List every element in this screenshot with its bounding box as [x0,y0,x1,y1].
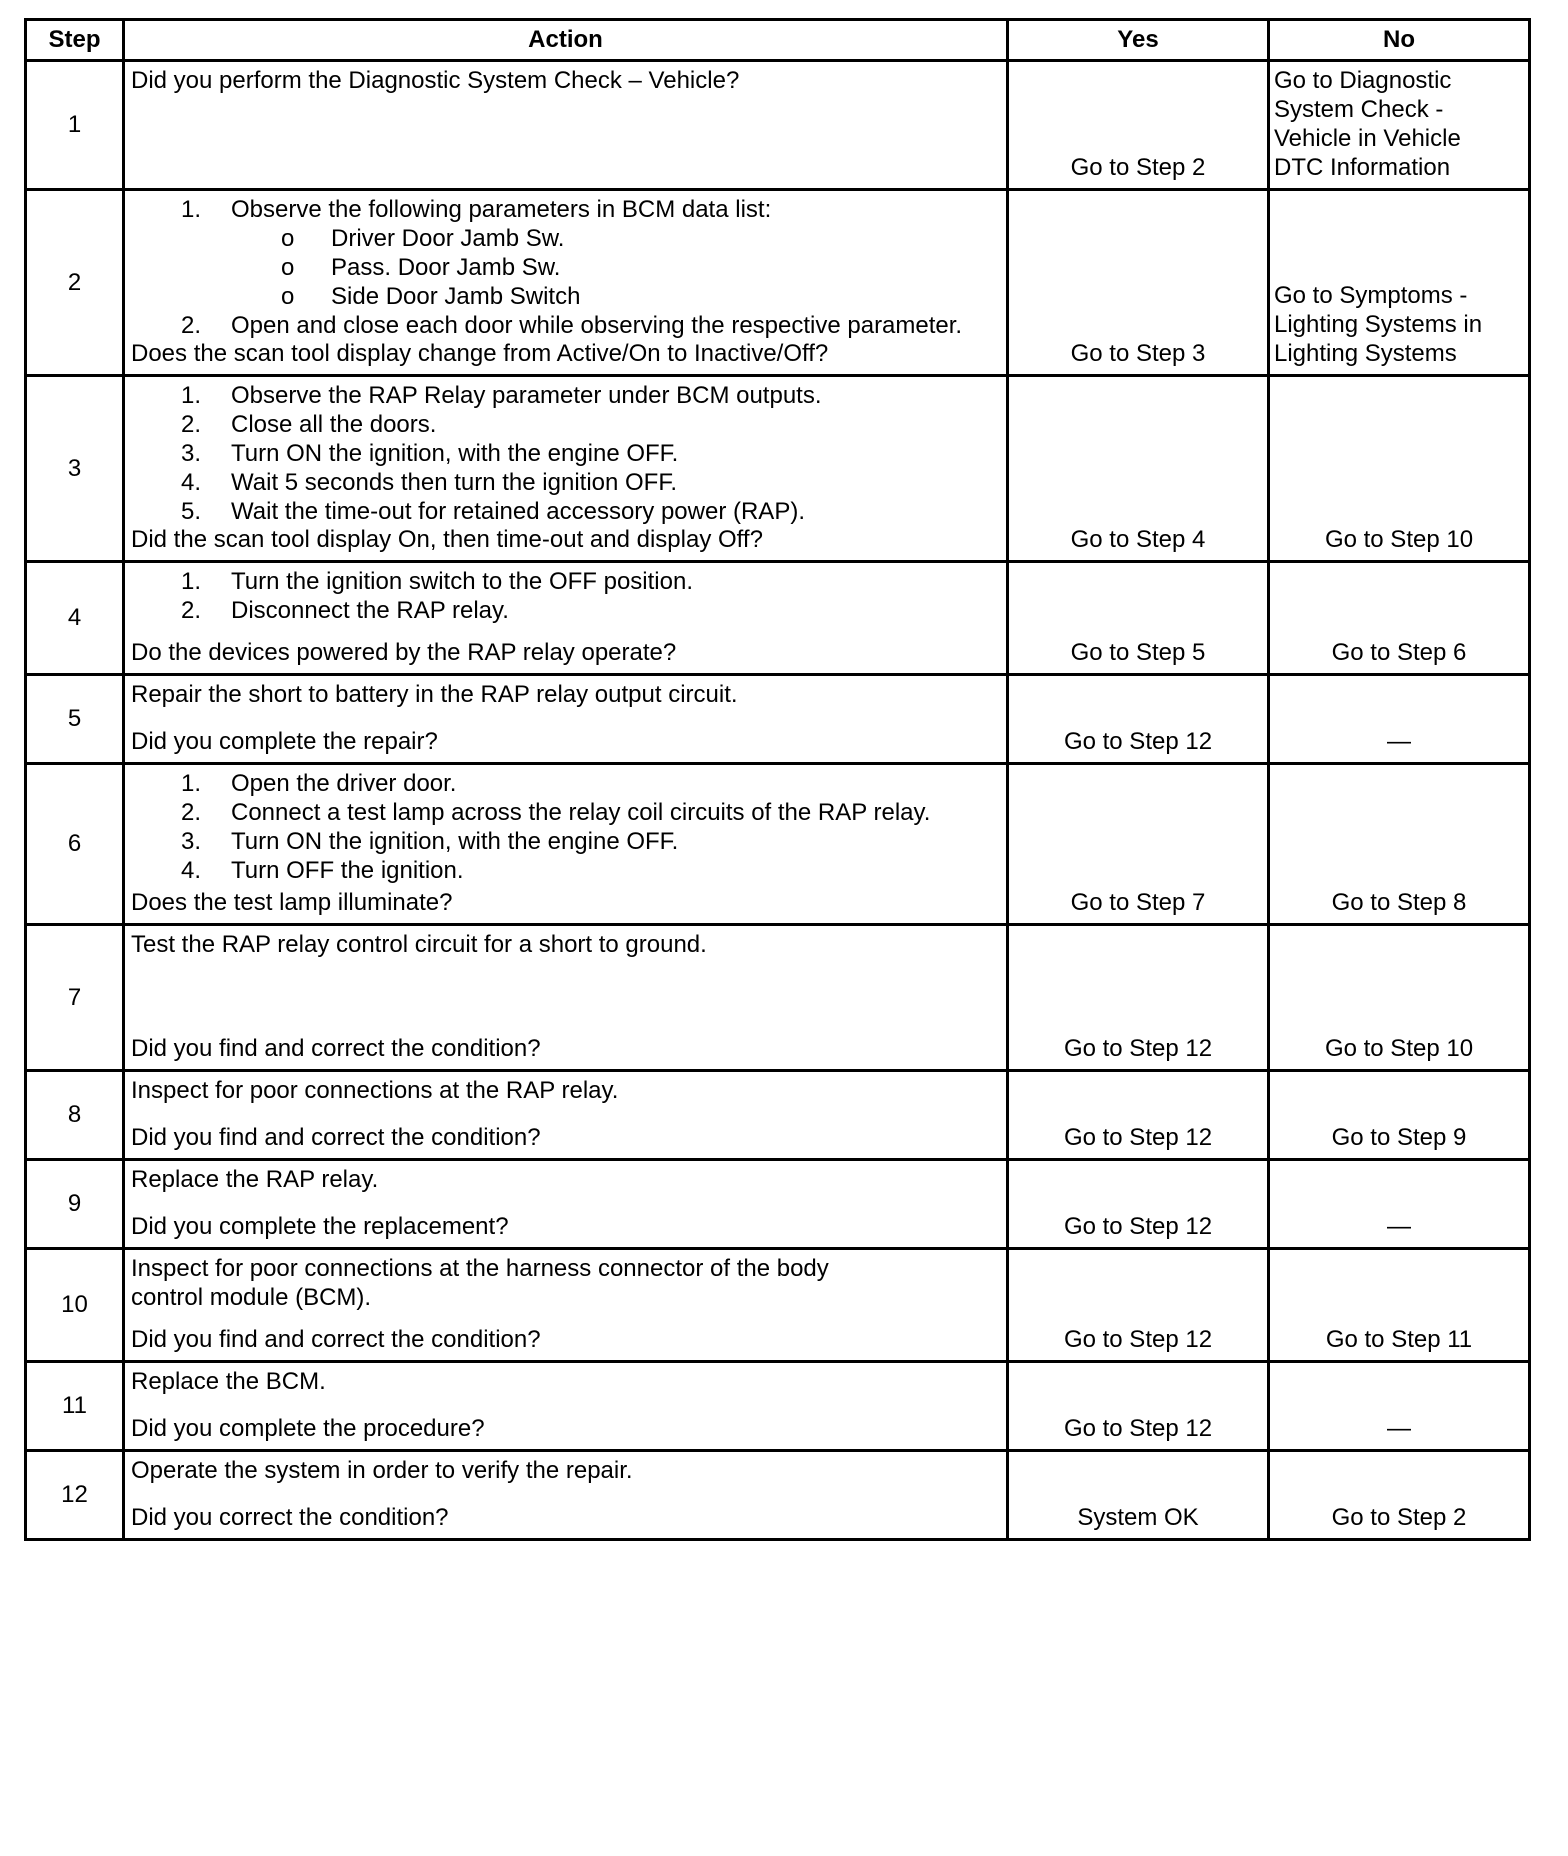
step-number: 12 [26,1451,124,1540]
yes-result: Go to Step 12 [1063,1124,1213,1151]
action-cell [124,376,1008,562]
action-list-item: 3. Turn ON the ignition, with the engine OFF. [181,828,679,855]
no-cell [1269,1362,1530,1451]
action-question: Does the scan tool display change from Active/On to Inactive/Off? [131,340,829,367]
no-result: Go to Step 8 [1331,889,1467,916]
action-sublist-item: o Driver Door Jamb Sw. [281,225,565,252]
action-question: Did the scan tool display On, then time-out and display Off? [131,526,763,553]
yes-result: Go to Step 12 [1063,1213,1213,1240]
yes-cell [1008,925,1269,1071]
action-question: Does the test lamp illuminate? [131,889,453,916]
no-cell [1269,1451,1530,1540]
action-list-item: 3. Turn ON the ignition, with the engine OFF. [181,440,679,467]
table-row [26,1249,1530,1362]
yes-cell [1008,1071,1269,1160]
no-cell [1269,190,1530,376]
action-list-item: 1. Observe the following parameters in BCM data list: o Driver Door Jamb Sw. o Pass. Door Jamb Sw. o Side Door Jamb Switch [131,195,1000,311]
action-question: Did you find and correct the condition? [131,1326,541,1353]
action-cell [124,190,1008,376]
action-list-item: 2. Close all the doors. [181,411,437,438]
action-intro: Inspect for poor connections at the harness connector of the body control module (BCM). [131,1255,829,1311]
action-cell [124,1160,1008,1249]
yes-cell [1008,764,1269,925]
action-list [131,195,1000,340]
yes-result: Go to Step 3 [1070,340,1206,367]
step-number: 10 [26,1249,124,1362]
action-intro: Replace the BCM. [131,1368,326,1395]
action-list-item: 2. Connect a test lamp across the relay coil circuits of the RAP relay. [181,799,931,826]
header-row [26,20,1530,61]
no-result: Go to Step 10 [1324,1035,1474,1062]
no-cell [1269,376,1530,562]
table-row [26,764,1530,925]
action-sublist-item: o Side Door Jamb Switch [281,283,581,310]
action-sublist [131,224,1000,311]
header-step: Step [26,20,124,61]
no-result: — [1387,728,1411,755]
yes-result: Go to Step 7 [1070,889,1206,916]
yes-result: Go to Step 4 [1070,526,1206,553]
action-cell [124,1362,1008,1451]
no-result-line: Vehicle in Vehicle [1274,125,1461,152]
yes-cell [1008,190,1269,376]
yes-cell [1008,1362,1269,1451]
table-row [26,190,1530,376]
no-result: Go to Step 11 [1325,1326,1473,1353]
action-list-item: 4. Wait 5 seconds then turn the ignition OFF. [181,469,678,496]
action-question: Did you complete the repair? [131,728,438,755]
step-number: 1 [26,61,124,190]
step-number: 4 [26,562,124,675]
action-cell [124,764,1008,925]
action-intro: Operate the system in order to verify the repair. [131,1457,633,1484]
action-list-item: 1. Observe the RAP Relay parameter under BCM outputs. [181,382,822,409]
header-yes: Yes [1008,20,1269,61]
action-cell [124,1071,1008,1160]
action-question: Do the devices powered by the RAP relay operate? [131,639,677,666]
no-cell [1269,562,1530,675]
no-result: Go to Step 2 [1331,1504,1467,1531]
no-result-line: System Check - [1274,96,1444,123]
no-result: Go to Step 6 [1331,639,1467,666]
action-list-item: 5. Wait the time-out for retained accessory power (RAP). [181,498,805,525]
no-result: Go to Step 9 [1331,1124,1467,1151]
action-question: Did you find and correct the condition? [131,1035,541,1062]
no-result-line: Lighting Systems [1274,340,1457,367]
action-question: Did you find and correct the condition? [131,1124,541,1151]
yes-cell [1008,1160,1269,1249]
step-number: 6 [26,764,124,925]
no-cell [1269,764,1530,925]
action-list-item: 2. Open and close each door while observing the respective parameter. [181,312,963,339]
yes-result: Go to Step 2 [1070,154,1206,181]
action-intro: Inspect for poor connections at the RAP relay. [131,1077,619,1104]
table-row [26,376,1530,562]
no-result: Go to Step 10 [1324,526,1474,553]
action-list [131,769,1000,885]
table-row [26,562,1530,675]
action-list-item: 4. Turn OFF the ignition. [181,857,464,884]
table-row [26,1160,1530,1249]
no-cell [1269,1160,1530,1249]
no-result: — [1387,1213,1411,1240]
action-question: Did you correct the condition? [131,1504,449,1531]
header-action: Action [124,20,1008,61]
step-number: 3 [26,376,124,562]
action-intro: Test the RAP relay control circuit for a short to ground. [131,931,707,958]
action-cell [124,1249,1008,1362]
action-list-item: 1. Turn the ignition switch to the OFF position. [181,568,693,595]
yes-result: Go to Step 12 [1063,728,1213,755]
action-cell [124,675,1008,764]
action-intro: Did you perform the Diagnostic System Check – Vehicle? [131,67,740,94]
step-number: 7 [26,925,124,1071]
no-cell [1269,1071,1530,1160]
table-row [26,61,1530,190]
step-number: 11 [26,1362,124,1451]
yes-cell [1008,376,1269,562]
no-result: — [1387,1415,1411,1442]
yes-result: Go to Step 5 [1070,639,1206,666]
step-number: 5 [26,675,124,764]
action-question: Did you complete the procedure? [131,1415,485,1442]
table-row [26,675,1530,764]
table-row [26,1362,1530,1451]
action-list-item: 1. Open the driver door. [181,770,457,797]
no-result-line: Lighting Systems in [1274,311,1483,338]
no-cell [1269,925,1530,1071]
yes-cell [1008,675,1269,764]
no-result-line: DTC Information [1274,154,1451,181]
action-cell [124,925,1008,1071]
action-list [131,567,1000,625]
no-result-line: Go to Diagnostic [1274,67,1452,94]
no-cell [1269,675,1530,764]
header-no: No [1269,20,1530,61]
diagnostic-table [24,18,1531,1541]
table-row [26,925,1530,1071]
no-cell [1269,61,1530,190]
yes-result: Go to Step 12 [1063,1035,1213,1062]
action-cell [124,562,1008,675]
step-number: 8 [26,1071,124,1160]
yes-result: Go to Step 12 [1063,1326,1213,1353]
action-list [131,381,1000,526]
no-cell [1269,1249,1530,1362]
action-intro: Repair the short to battery in the RAP relay output circuit. [131,681,738,708]
action-list-item: 2. Disconnect the RAP relay. [181,597,509,624]
action-cell [124,1451,1008,1540]
yes-result: Go to Step 12 [1063,1415,1213,1442]
table-row [26,1071,1530,1160]
no-result-line: Go to Symptoms - [1274,282,1468,309]
action-question: Did you complete the replacement? [131,1213,509,1240]
yes-cell [1008,61,1269,190]
yes-cell [1008,562,1269,675]
yes-cell [1008,1451,1269,1540]
action-cell [124,61,1008,190]
yes-cell [1008,1249,1269,1362]
yes-result: System OK [1077,1504,1199,1531]
table-row [26,1451,1530,1540]
step-number: 2 [26,190,124,376]
action-intro: Replace the RAP relay. [131,1166,379,1193]
step-number: 9 [26,1160,124,1249]
action-sublist-item: o Pass. Door Jamb Sw. [281,254,561,281]
